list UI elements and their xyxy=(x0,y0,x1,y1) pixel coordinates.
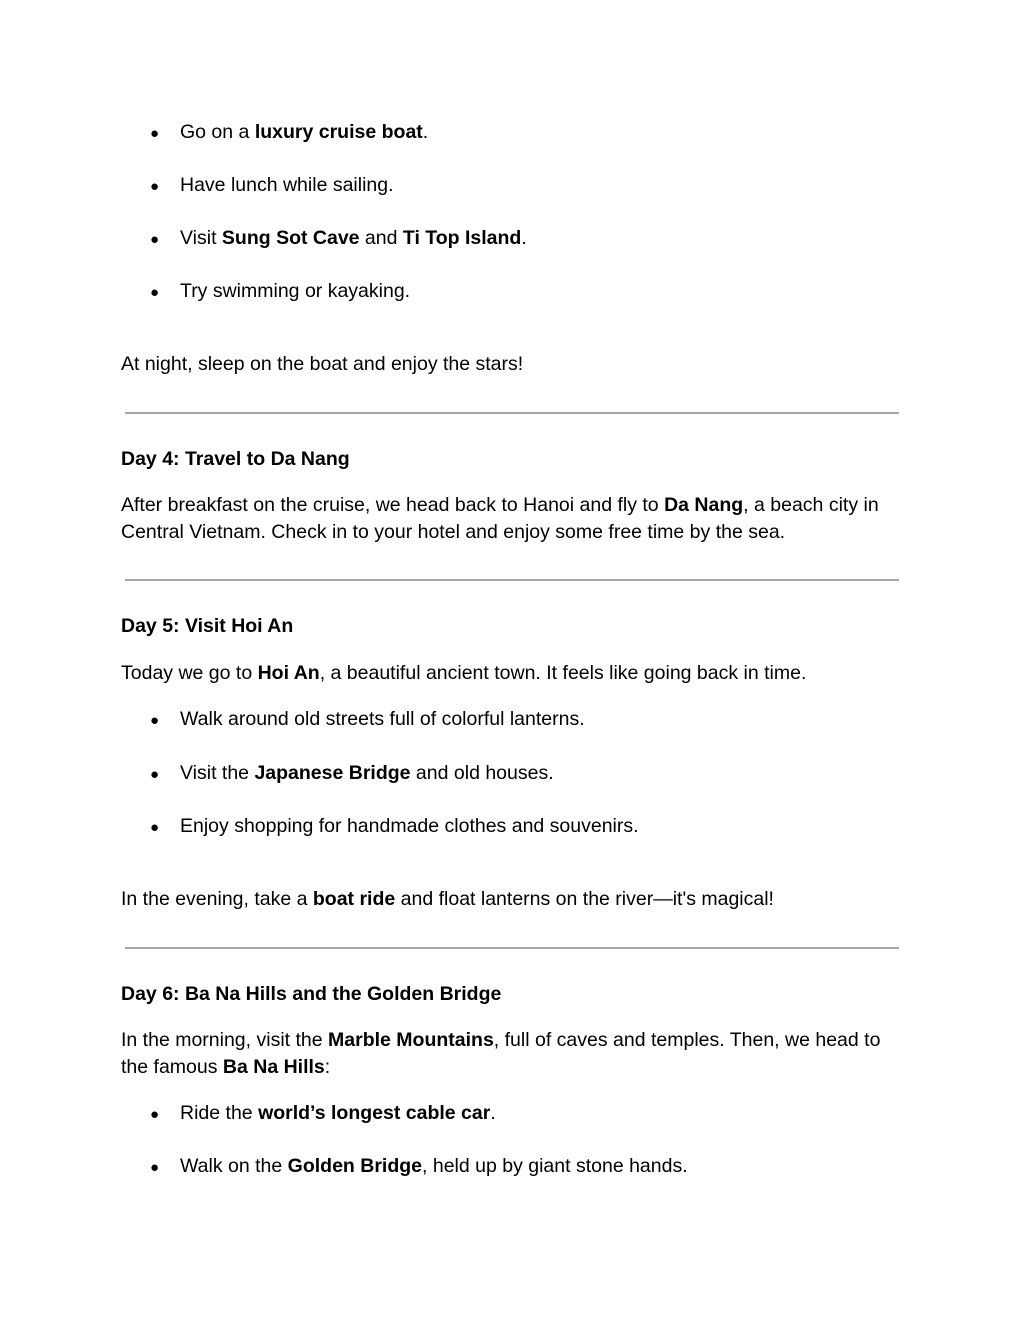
list-item-bold: luxury cruise boat xyxy=(254,121,423,143)
list-item-text-end: and old houses. xyxy=(410,762,554,784)
list-item xyxy=(150,706,585,734)
list-item-text: Walk around old streets full of colorful lanterns. xyxy=(180,708,585,730)
horizontal-divider xyxy=(125,579,899,581)
paragraph-text: In the evening, take a xyxy=(121,888,313,910)
paragraph-bold: Ba Na Hills xyxy=(222,1056,325,1078)
paragraph-bold: Marble Mountains xyxy=(328,1029,494,1051)
list-item-bold: Sung Sot Cave xyxy=(221,227,360,249)
list-item-text: Try swimming or kayaking. xyxy=(180,280,411,302)
bullet-icon: ● xyxy=(150,178,160,195)
list-item xyxy=(150,172,394,200)
list-item-text: Walk on the xyxy=(180,1155,288,1177)
paragraph-text: Today we go to xyxy=(121,662,258,684)
bullet-icon: ● xyxy=(150,1159,160,1176)
list-item-text: Visit the xyxy=(180,762,255,784)
list-item xyxy=(150,760,554,788)
bullet-icon: ● xyxy=(150,819,160,836)
bullet-icon: ● xyxy=(150,712,160,729)
paragraph-text-end: , full of caves and temples. Then, we head to xyxy=(493,1029,881,1051)
list-item-text-end: , held up by giant stone hands. xyxy=(422,1155,688,1177)
paragraph-bold: Da Nang xyxy=(664,494,744,516)
list-item-text: Ride the xyxy=(180,1102,259,1124)
paragraph-text-end: : xyxy=(324,1056,331,1078)
list-item xyxy=(150,1153,688,1181)
list-item-bold-2: Ti Top Island xyxy=(402,227,522,249)
list-item-text: Go on a xyxy=(180,121,255,143)
section-heading: Day 4: Travel to Da Nang xyxy=(121,448,350,470)
bullet-icon: ● xyxy=(150,1106,160,1123)
section-heading: Day 6: Ba Na Hills and the Golden Bridge xyxy=(121,983,502,1005)
paragraph-text-end: and float lanterns on the river—it's magical! xyxy=(395,888,774,910)
paragraph-text-end: , a beach city in xyxy=(743,494,879,516)
list-item-text-end: . xyxy=(490,1102,496,1124)
list-item-text-end: . xyxy=(422,121,429,143)
list-item-text: Visit xyxy=(180,227,222,249)
paragraph-bold: Hoi An xyxy=(257,662,320,684)
paragraph-text: In the morning, visit the xyxy=(121,1029,329,1051)
paragraph: At night, sleep on the boat and enjoy the stars! xyxy=(121,353,524,375)
bullet-icon: ● xyxy=(150,766,160,783)
paragraph-text-end: , a beautiful ancient town. It feels like going back in time. xyxy=(319,662,807,684)
section-heading: Day 5: Visit Hoi An xyxy=(121,615,294,637)
list-item xyxy=(150,119,428,147)
horizontal-divider xyxy=(125,412,899,414)
list-item-bold: Golden Bridge xyxy=(287,1155,423,1177)
paragraph-line xyxy=(121,660,806,687)
list-item-text: Have lunch while sailing. xyxy=(180,174,394,196)
list-item xyxy=(150,1100,496,1128)
list-item xyxy=(150,278,410,306)
paragraph-text: After breakfast on the cruise, we head back to Hanoi and fly to xyxy=(121,494,665,516)
paragraph-line xyxy=(121,1054,330,1081)
paragraph-line xyxy=(121,886,774,913)
list-item-bold: world’s longest cable car xyxy=(258,1102,491,1124)
list-item xyxy=(150,813,639,841)
paragraph-text: the famous xyxy=(121,1056,223,1078)
list-item xyxy=(150,225,527,253)
bullet-icon: ● xyxy=(150,231,160,248)
bullet-icon: ● xyxy=(150,125,160,142)
paragraph-line: Central Vietnam. Check in to your hotel and enjoy some free time by the sea. xyxy=(121,521,786,543)
bullet-icon: ● xyxy=(150,284,160,301)
list-item-text: Enjoy shopping for handmade clothes and souvenirs. xyxy=(180,815,639,837)
paragraph-bold: boat ride xyxy=(312,888,396,910)
list-item-text-mid: and xyxy=(359,227,403,249)
list-item-text-end: . xyxy=(521,227,527,249)
list-item-bold: Japanese Bridge xyxy=(254,762,411,784)
paragraph-line xyxy=(121,1027,880,1054)
horizontal-divider xyxy=(125,947,899,949)
paragraph-line xyxy=(121,492,879,519)
